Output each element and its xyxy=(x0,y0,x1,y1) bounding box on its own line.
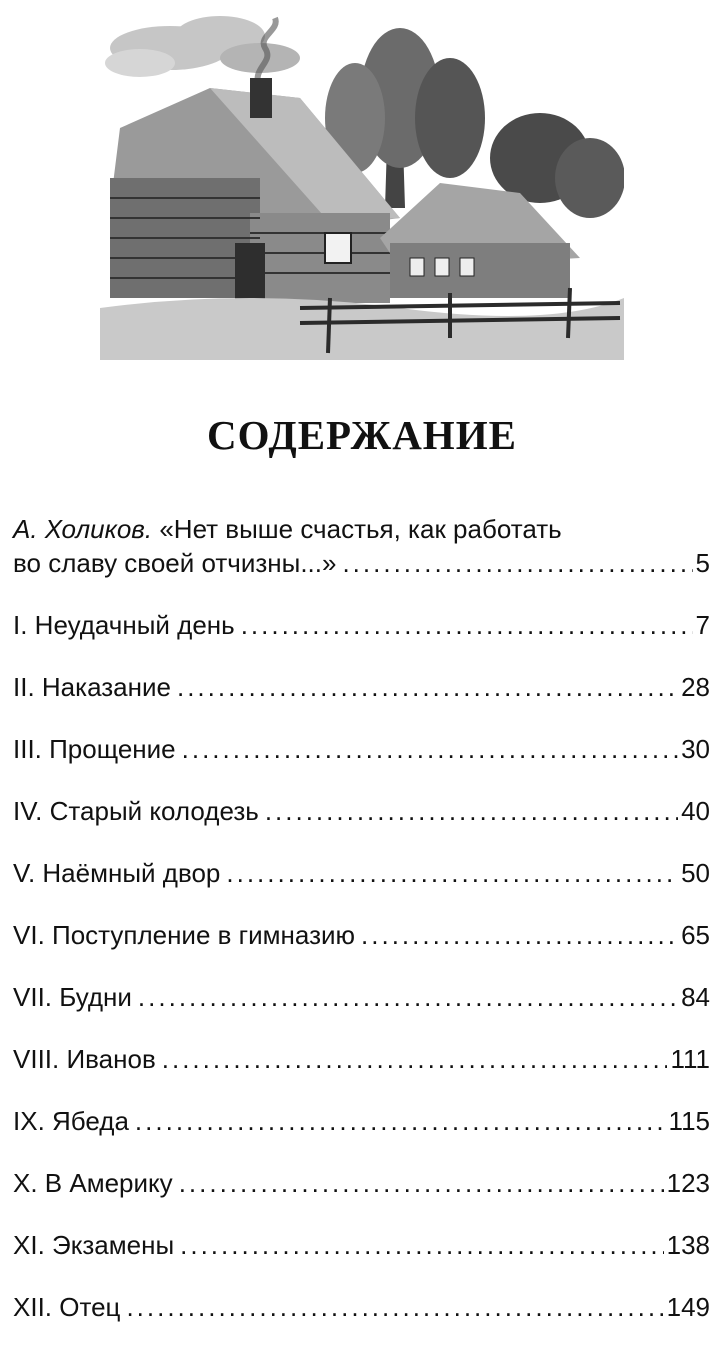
page-title: СОДЕРЖАНИЕ xyxy=(207,412,517,458)
page-number: 149 xyxy=(666,1292,710,1322)
toc-entry xyxy=(13,856,710,918)
page-number: 28 xyxy=(681,672,710,702)
chapter-title: XII. Отец xyxy=(13,1292,121,1322)
leader-dots xyxy=(265,794,678,828)
leader-dots xyxy=(162,1042,668,1076)
table-of-contents xyxy=(13,512,710,1352)
chapter-title: V. Наёмный двор xyxy=(13,858,221,888)
toc-entry xyxy=(13,794,710,856)
chapter-title: IV. Старый колодезь xyxy=(13,796,259,826)
page-number: 111 xyxy=(670,1044,710,1074)
toc-entry xyxy=(13,980,710,1042)
toc-entry xyxy=(13,1042,710,1104)
leader-dots xyxy=(241,608,693,642)
chapter-title: IX. Ябеда xyxy=(13,1106,129,1136)
toc-entry xyxy=(13,1290,710,1352)
clouds xyxy=(105,16,300,77)
toc-entry xyxy=(13,918,710,980)
toc-entry-intro xyxy=(13,512,710,608)
leader-dots xyxy=(179,1166,664,1200)
page-number: 50 xyxy=(681,858,710,888)
leader-dots xyxy=(182,732,678,766)
leader-dots xyxy=(177,670,678,704)
chapter-title: I. Неудачный день xyxy=(13,610,235,640)
leader-dots xyxy=(135,1104,666,1138)
toc-entry xyxy=(13,732,710,794)
leader-dots xyxy=(180,1228,663,1262)
chapter-title: II. Наказание xyxy=(13,672,171,702)
page-number: 115 xyxy=(668,1106,710,1136)
leader-dots xyxy=(138,980,678,1014)
chapter-title: VI. Поступление в гимназию xyxy=(13,920,356,950)
leader-dots xyxy=(342,546,692,580)
toc-entry xyxy=(13,1166,710,1228)
page-number: 40 xyxy=(681,796,710,826)
leader-dots xyxy=(126,1290,663,1324)
intro-author: А. Холиков. xyxy=(13,514,153,544)
chapter-title: VIII. Иванов xyxy=(13,1044,156,1074)
chapter-title: VII. Будни xyxy=(13,982,132,1012)
chapter-title: III. Прощение xyxy=(13,734,176,764)
page-number: 5 xyxy=(695,548,710,578)
page-number: 138 xyxy=(666,1230,710,1260)
village-illustration xyxy=(100,8,624,360)
page-number: 123 xyxy=(666,1168,710,1198)
chapter-title: X. В Америку xyxy=(13,1168,173,1198)
toc-entry xyxy=(13,1228,710,1290)
toc-entry xyxy=(13,1104,710,1166)
intro-title-line1: «Нет выше счастья, как работать xyxy=(159,514,562,544)
leader-dots xyxy=(361,918,678,952)
page-number: 65 xyxy=(681,920,710,950)
chapter-title: XI. Экзамены xyxy=(13,1230,175,1260)
intro-title-line2: во славу своей отчизны...» xyxy=(13,548,337,578)
page-number: 7 xyxy=(695,610,710,640)
page-number: 30 xyxy=(681,734,710,764)
toc-entry xyxy=(13,670,710,732)
toc-entry xyxy=(13,608,710,670)
page-number: 84 xyxy=(681,982,710,1012)
leader-dots xyxy=(226,856,678,890)
